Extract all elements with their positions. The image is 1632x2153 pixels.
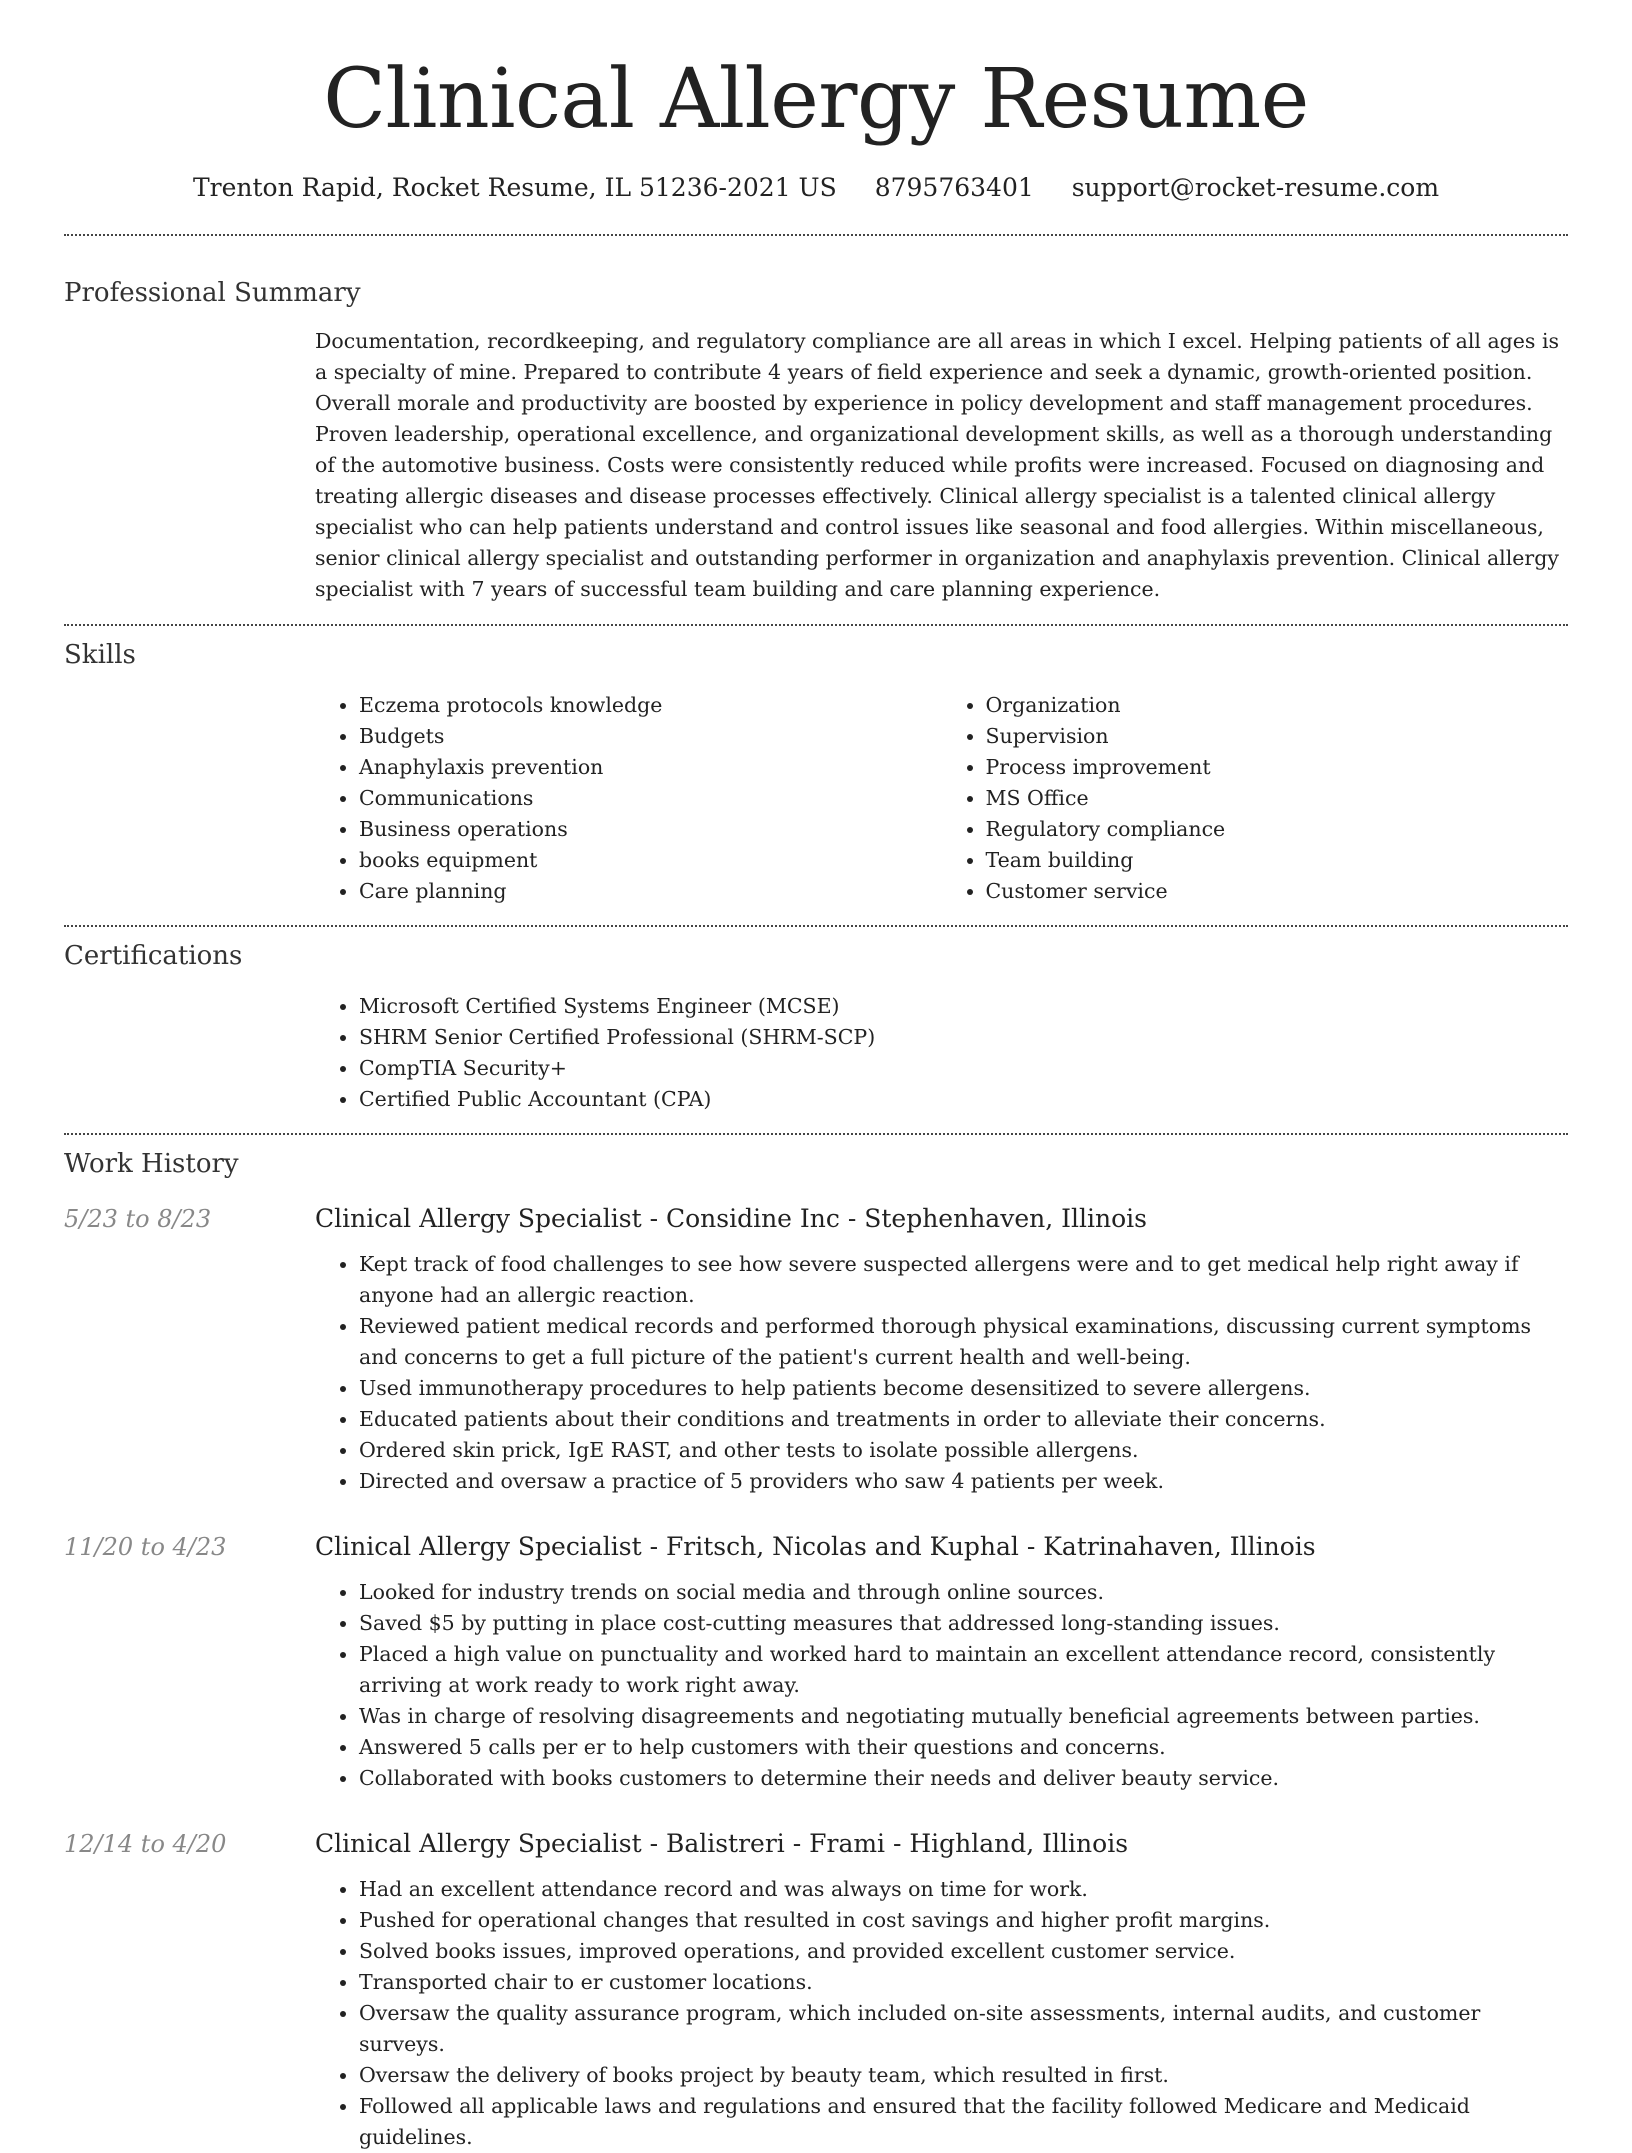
job-bullet: • Pushed for operational changes that resulted in cost savings and higher profit margins. <box>359 1905 1568 1936</box>
job-bullet: • Collaborated with books customers to determine their needs and deliver beauty service. <box>359 1763 1568 1794</box>
job-bullets <box>315 1874 1568 2153</box>
skill-item: • Care planning <box>359 876 942 907</box>
skills-list <box>315 690 1568 907</box>
job-bullet: • Looked for industry trends on social media and through online sources. <box>359 1577 1568 1608</box>
section-title-summary: Professional Summary <box>64 278 361 308</box>
skill-item: • Communications <box>359 783 942 814</box>
section-title-certifications: Certifications <box>64 941 243 971</box>
job-bullet: • Used immunotherapy procedures to help patients become desensitized to severe allergens. <box>359 1373 1568 1404</box>
job-bullets <box>315 1577 1568 1794</box>
skill-item: • Regulatory compliance <box>986 814 1569 845</box>
job-bullet: • Was in charge of resolving disagreements and negotiating mutually beneficial agreements between parties. <box>359 1701 1568 1732</box>
job-title: Clinical Allergy Specialist - Balistreri - Frami - Highland, Illinois <box>315 1829 1129 1858</box>
skill-item: • Business operations <box>359 814 942 845</box>
job-title: Clinical Allergy Specialist - Considine Inc - Stephenhaven, Illinois <box>315 1204 1147 1233</box>
skill-item: • Customer service <box>986 876 1569 907</box>
skill-item: • Team building <box>986 845 1569 876</box>
skill-item: • Anaphylaxis prevention <box>359 752 942 783</box>
job-dates: 12/14 to 4/20 <box>64 1830 227 1858</box>
job-bullet: • Directed and oversaw a practice of 5 providers who saw 4 patients per week. <box>359 1466 1568 1497</box>
email: support@rocket-resume.com <box>1071 173 1440 202</box>
job-bullet: • Kept track of food challenges to see how severe suspected allergens were and to get medical help right away if anyone had an allergic reaction. <box>359 1249 1568 1311</box>
divider <box>64 925 1568 927</box>
skill-item: • Supervision <box>986 721 1569 752</box>
certification-item: • SHRM Senior Certified Professional (SHRM-SCP) <box>359 1022 1568 1053</box>
job-bullet: • Educated patients about their conditions and treatments in order to alleviate their concerns. <box>359 1404 1568 1435</box>
certification-item: • CompTIA Security+ <box>359 1053 1568 1084</box>
divider <box>64 624 1568 626</box>
skill-item: • books equipment <box>359 845 942 876</box>
divider <box>64 1133 1568 1135</box>
job-header <box>64 1531 1568 1563</box>
job-bullet: • Transported chair to er customer locations. <box>359 1967 1568 1998</box>
resume-title: Clinical Allergy Resume <box>323 52 1309 147</box>
section-title-work-history: Work History <box>64 1149 239 1179</box>
certification-item: • Certified Public Accountant (CPA) <box>359 1084 1568 1115</box>
job-bullet: • Solved books issues, improved operations, and provided excellent customer service. <box>359 1936 1568 1967</box>
certification-item: • Microsoft Certified Systems Engineer (MCSE) <box>359 991 1568 1022</box>
job-title: Clinical Allergy Specialist - Fritsch, Nicolas and Kuphal - Katrinahaven, Illinois <box>315 1532 1316 1561</box>
skills-column-right <box>942 690 1569 907</box>
skill-item: • Organization <box>986 690 1569 721</box>
phone: 8795763401 <box>874 173 1034 202</box>
summary-text: Documentation, recordkeeping, and regulatory compliance are all areas in which I excel. Helping patients of all ages is a specialty of mine. Prepared to contribute 4 years of field experience and seek a dynamic, growth-oriented position. Overall morale and productivity are boosted by experience in policy development and staff management procedures. Proven leadership, operational excellence, and organizational development skills, as well as a thorough understanding of the automotive business. Costs were consistently reduced while profits were increased. Focused on diagnosing and treating allergic diseases and disease processes effectively. Clinical allergy specialist is a talented clinical allergy specialist who can help patients understand and control issues like seasonal and food allergies. Within miscellaneous, senior clinical allergy specialist and outstanding performer in organization and anaphylaxis prevention. Clinical allergy specialist with 7 years of successful team building and care planning experience. <box>315 329 1560 601</box>
job-header <box>64 1203 1568 1235</box>
job-bullet: • Answered 5 calls per er to help customers with their questions and concerns. <box>359 1732 1568 1763</box>
job-bullet: • Placed a high value on punctuality and worked hard to maintain an excellent attendance record, consistently arriving at work ready to work right away. <box>359 1639 1568 1701</box>
job-bullet: • Ordered skin prick, IgE RAST, and other tests to isolate possible allergens. <box>359 1435 1568 1466</box>
job-bullet: • Oversaw the quality assurance program, which included on-site assessments, internal audits, and customer surveys. <box>359 1998 1568 2060</box>
skill-item: • Process improvement <box>986 752 1569 783</box>
job-bullet: • Reviewed patient medical records and performed thorough physical examinations, discussing current symptoms and concerns to get a full picture of the patient's current health and well-being. <box>359 1311 1568 1373</box>
job-bullet: • Oversaw the delivery of books project by beauty team, which resulted in first. <box>359 2060 1568 2091</box>
skill-item: • Budgets <box>359 721 942 752</box>
job-bullets <box>315 1249 1568 1497</box>
job-dates: 5/23 to 8/23 <box>64 1205 212 1233</box>
job-bullet: • Had an excellent attendance record and was always on time for work. <box>359 1874 1568 1905</box>
address: Trenton Rapid, Rocket Resume, IL 51236-2021 US <box>192 173 837 202</box>
job-bullet: • Followed all applicable laws and regulations and ensured that the facility followed Medicare and Medicaid guidelines. <box>359 2091 1568 2153</box>
skill-item: • Eczema protocols knowledge <box>359 690 942 721</box>
skill-item: • MS Office <box>986 783 1569 814</box>
job-bullet: • Saved $5 by putting in place cost-cutting measures that addressed long-standing issues. <box>359 1608 1568 1639</box>
job-dates: 11/20 to 4/23 <box>64 1533 227 1561</box>
certifications-list <box>315 991 1568 1115</box>
contact-line <box>0 172 1632 204</box>
divider <box>64 234 1568 236</box>
job-header <box>64 1828 1568 1860</box>
skills-column-left <box>315 690 942 907</box>
section-title-skills: Skills <box>64 640 136 670</box>
